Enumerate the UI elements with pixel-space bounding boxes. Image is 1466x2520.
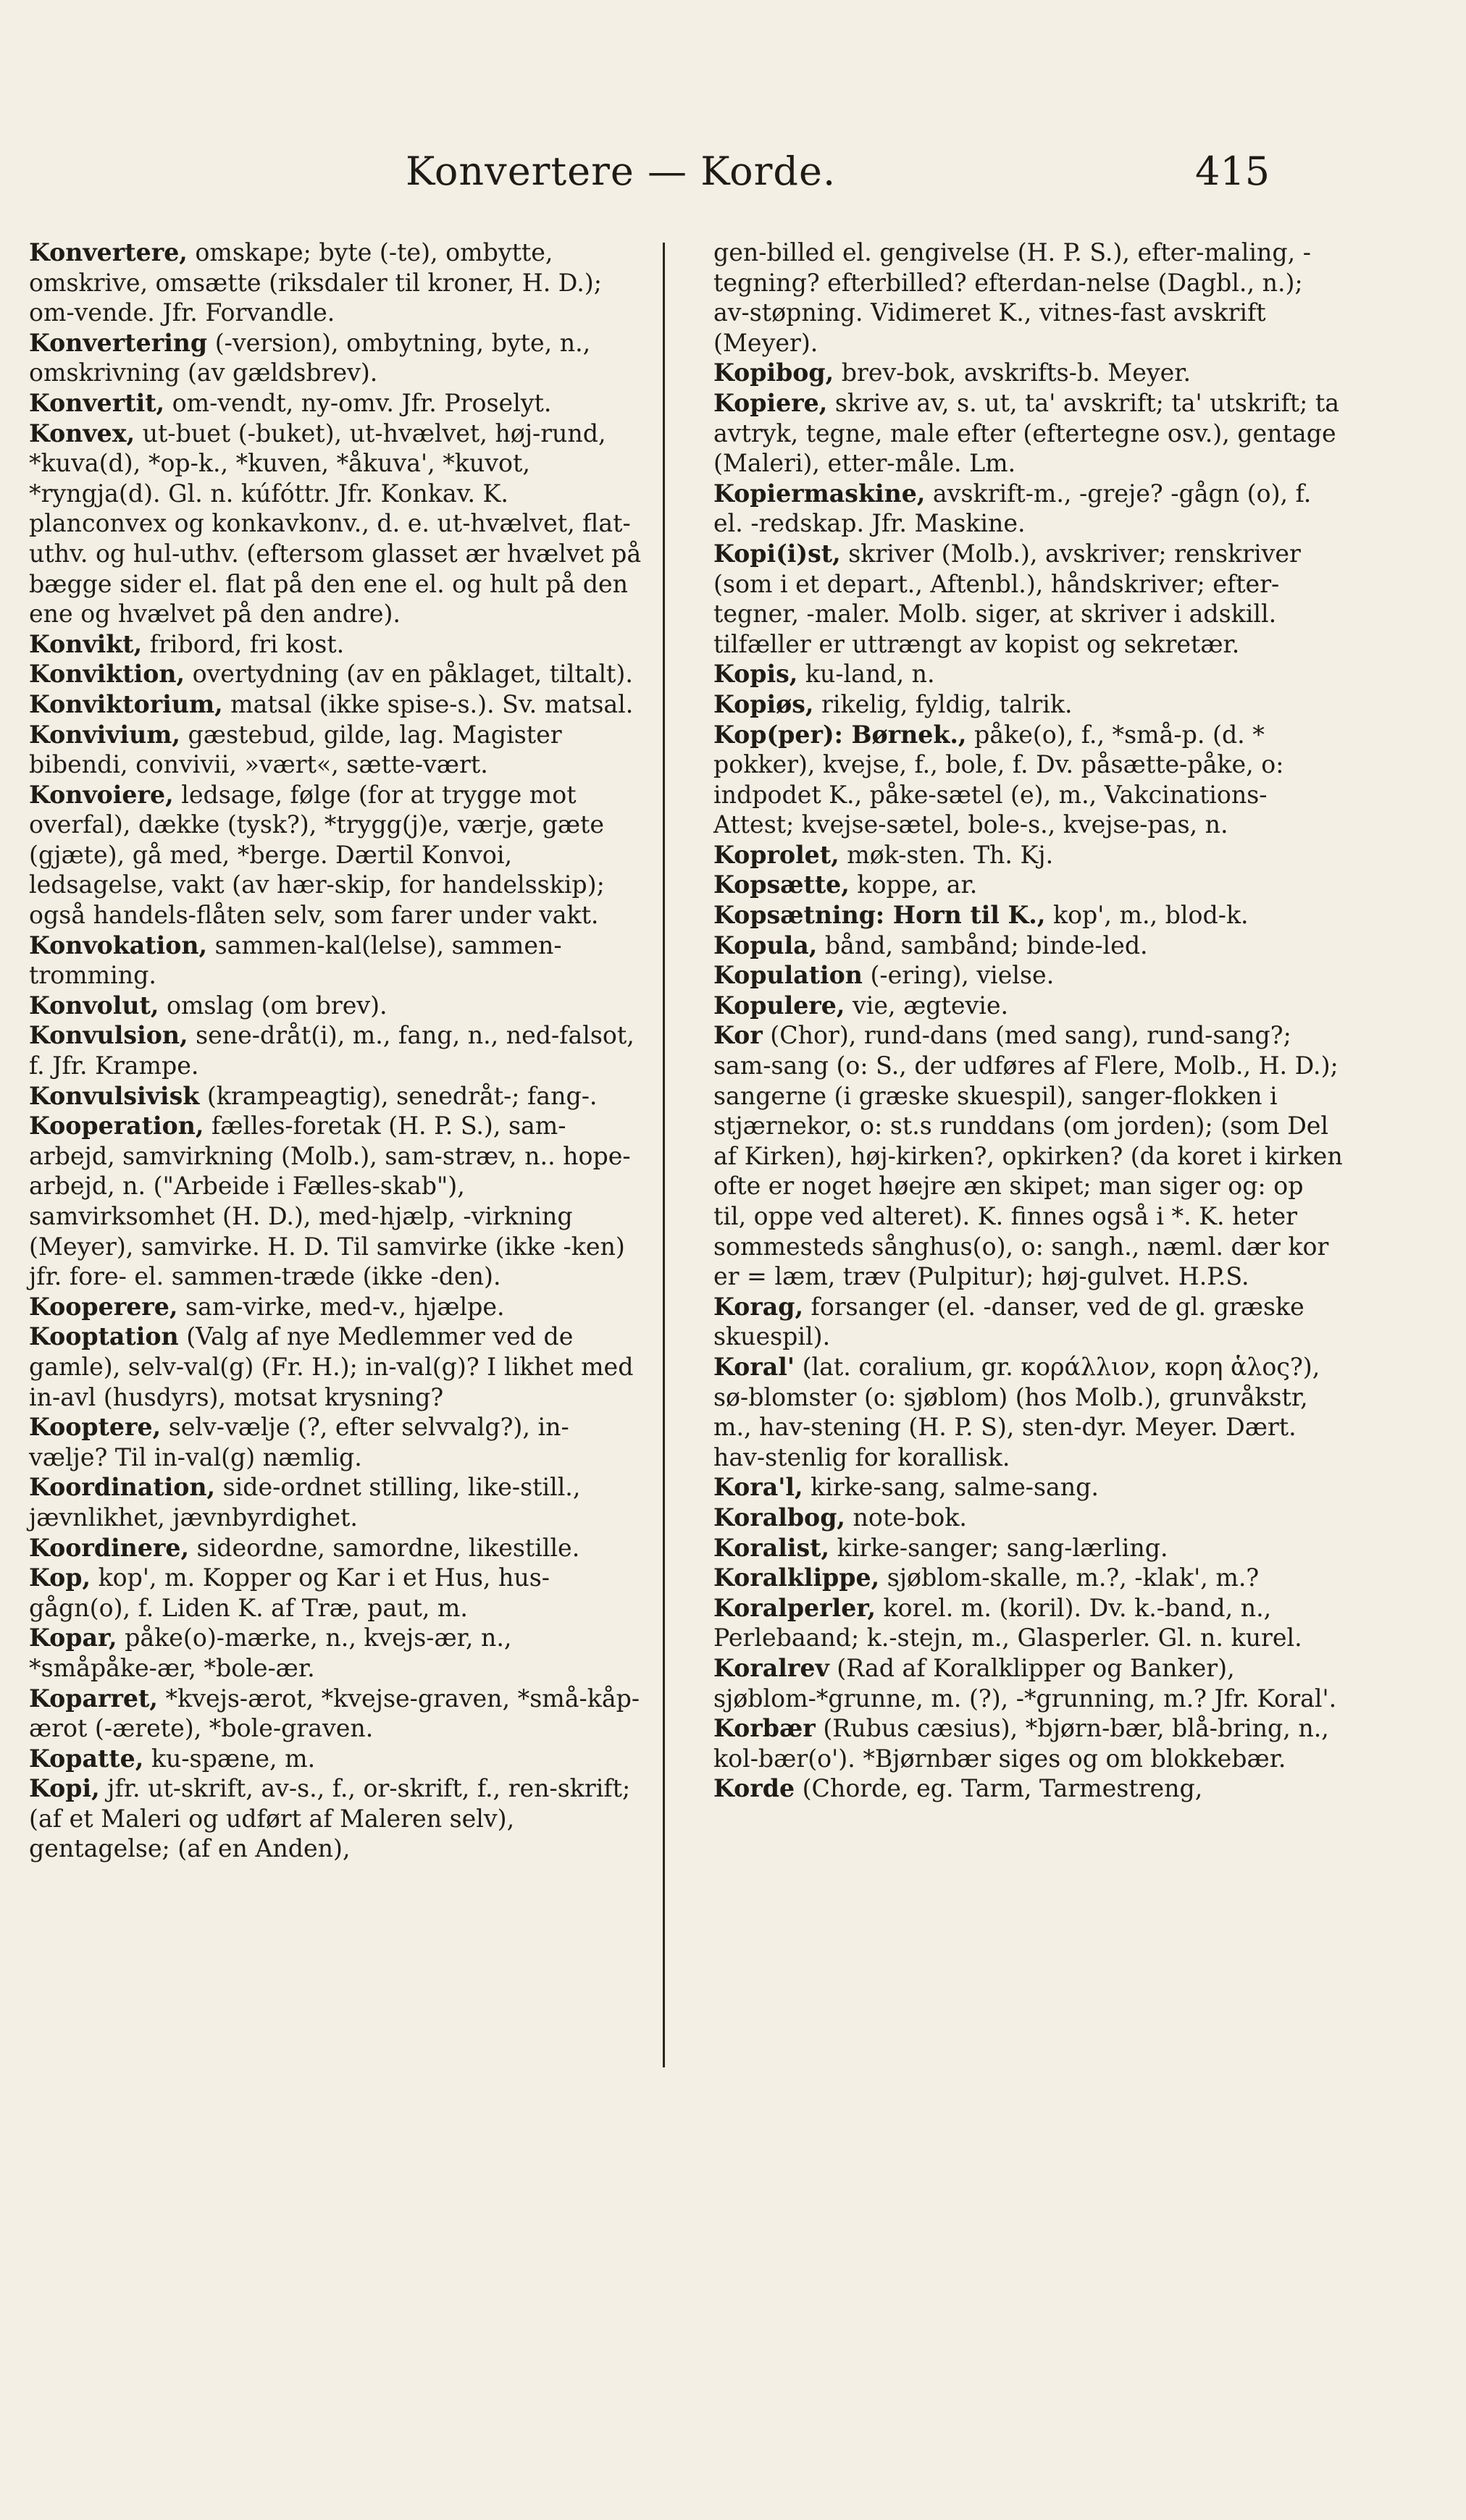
entry-definition: jfr. ut-skrift, av-s., f., or-skrift, f., ren-skrift; (af et Maleri og udført af Maleren selv), gentagelse; (af en Anden), [29,1774,631,1863]
dictionary-entry [29,1412,645,1472]
entry-definition: kop', m., blod-k. [1045,901,1249,930]
entry-definition: (Valg af nye Medlemmer ved de gamle), selv-val(g) (Fr. H.); in-val(g)? I likhet med in-avl (husdyrs), motsat krysning? [29,1322,634,1411]
entry-headword: Kooptere, [29,1413,162,1442]
entry-headword: Konvikt, [29,629,143,658]
entry-headword: Korag, [713,1292,803,1321]
dictionary-entry [29,1322,645,1412]
entry-definition: rikelig, fyldig, talrik. [813,689,1073,718]
entry-definition: (Rad af Koralklipper og Banker), sjøblom-*grunne, m. (?), -*grunning, m.? Jfr. Koral'. [713,1653,1337,1713]
entry-definition: møk-sten. Th. Kj. [839,840,1054,869]
dictionary-entry [713,659,1344,689]
entry-definition: side-ordnet stilling, like-still., jævnlikhet, jævnbyrdighet. [29,1473,581,1532]
entry-definition: sjøblom-skalle, m.?, -klak', m.? [879,1563,1260,1592]
entry-headword: Kopiermaskine, [713,479,926,508]
entry-definition: gen-billed el. gengivelse (H. P. S.), efter-maling, -tegning? efterbilled? efterdan-nelse (Dagbl., n.); av-støpning. Vidimeret K., vitnes-fast avskrift (Meyer). [713,238,1311,357]
dictionary-entry [713,358,1344,388]
entry-headword: Kooperation, [29,1112,204,1141]
entry-definition: ku-spæne, m. [143,1744,316,1773]
dictionary-entry [29,1684,645,1744]
entry-headword: Kopula, [713,931,818,959]
entry-definition: (krampeagtig), senedråt-; fang-. [199,1081,598,1110]
entry-headword: Koordinere, [29,1533,190,1562]
entry-definition: note-bok. [845,1503,967,1532]
dictionary-entry [713,1472,1344,1503]
entry-headword: Konvertere, [29,238,188,266]
column-divider [663,243,665,2067]
dictionary-entry [713,1352,1344,1472]
dictionary-entry [29,1081,645,1112]
entry-headword: Koprolet, [713,840,839,869]
dictionary-entry [29,1744,645,1774]
dictionary-entry [29,1563,645,1623]
entry-definition: (Chorde, eg. Tarm, Tarmestreng, [795,1774,1203,1803]
entry-headword: Konvoiere, [29,780,174,809]
dictionary-entry [713,1533,1344,1563]
page-number: 415 [1195,148,1270,194]
entry-definition: (-version), ombytning, byte, n., omskrivning (av gældsbrev). [29,328,591,387]
entry-definition: kop', m. Kopper og Kar i et Hus, hus-gågn(o), f. Liden K. af Træ, paut, m. [29,1563,550,1622]
entry-definition: sene-dråt(i), m., fang, n., ned-falsot, f. Jfr. Krampe. [29,1021,634,1080]
entry-headword: Korde [713,1774,795,1803]
dictionary-entry [713,720,1344,840]
entry-definition: forsanger (el. -danser, ved de gl. græske skuespil). [713,1292,1304,1351]
entry-headword: Kopibog, [713,358,834,387]
dictionary-entry [29,720,645,780]
dictionary-entry [29,1020,645,1080]
entry-headword: Kooperere, [29,1292,178,1321]
entry-definition: koppe, ar. [849,870,978,899]
entry-headword: Kopatte, [29,1744,144,1773]
dictionary-entry [29,238,645,328]
dictionary-entry [713,1773,1344,1804]
entry-definition: *kvejs-ærot, *kvejse-graven, *små-kåp-ærot (-ærete), *bole-graven. [29,1684,640,1743]
entry-headword: Kop(per): Børnek., [713,720,967,749]
dictionary-entry [713,900,1344,931]
dictionary-entry [29,419,645,629]
page-header [0,148,1466,206]
entry-definition: selv-vælje (?, efter selvvalg?), in-vælje? Til in-val(g) næmlig. [29,1413,569,1471]
entry-definition: sideordne, samordne, likestille. [189,1533,580,1562]
entry-headword: Koral' [713,1352,795,1381]
dictionary-entry [29,1472,645,1532]
dictionary-entry [29,689,645,720]
entry-headword: Konvertering [29,328,208,357]
entry-definition: sammen-kal(lelse), sammen-tromming. [29,931,562,990]
entry-headword: Kop, [29,1563,91,1592]
entry-headword: Koordination, [29,1473,216,1502]
entry-headword: Konvivium, [29,720,180,749]
dictionary-entry [29,780,645,931]
entry-definition: brev-bok, avskrifts-b. Meyer. [834,358,1191,387]
entry-definition: bånd, sambånd; binde-led. [817,931,1148,959]
entry-definition: matsal (ikke spise-s.). Sv. matsal. [222,689,634,718]
entry-headword: Koparret, [29,1684,158,1713]
entry-definition: fribord, fri kost. [142,629,345,658]
entry-headword: Konvex, [29,419,135,448]
entry-definition: skrive av, s. ut, ta' avskrift; ta' utskrift; ta avtryk, tegne, male efter (eftertegne osv.), gentage (Maleri), etter-måle. Lm. [713,388,1339,478]
running-title: Konvertere — Korde. [406,148,837,194]
entry-headword: Konviktion, [29,660,185,689]
dictionary-entry [29,1111,645,1292]
dictionary-entry [713,960,1344,991]
dictionary-entry [713,1503,1344,1533]
dictionary-entry [29,659,645,689]
entry-definition: påke(o)-mærke, n., kvejs-ær, n., *småpåke-ær, *bole-ær. [29,1624,512,1682]
dictionary-entry [713,1292,1344,1352]
entry-headword: Korbær [713,1714,816,1743]
entry-headword: Kor [713,1021,763,1050]
entry-headword: Konvertit, [29,388,165,417]
dictionary-entry [713,1713,1344,1773]
entry-definition: korel. m. (koril). Dv. k.-band, n., Perlebaand; k.-stejn, m., Glasperler. Gl. n. kurel. [713,1593,1302,1652]
entry-headword: Koralklippe, [713,1563,880,1592]
entry-headword: Koralbog, [713,1503,845,1532]
dictionary-entry [713,388,1344,479]
entry-headword: Koralist, [713,1533,830,1562]
entry-definition: om-vendt, ny-omv. Jfr. Proselyt. [164,388,552,417]
dictionary-entry [713,1020,1344,1291]
entry-definition: omslag (om brev). [159,991,388,1020]
entry-headword: Koralrev [713,1653,829,1682]
entry-headword: Koralperler, [713,1593,876,1622]
dictionary-entry [713,689,1344,720]
dictionary-entry [29,931,645,991]
entry-definition: (Chor), rund-dans (med sang), rund-sang?; sam-sang (o: S., der udføres af Flere, Molb., H. D.); sangerne (i græske skuespil), sanger-flokken i stjærnekor, o: st.s runddans (om jorden); (som Del af Kirken), høj-kirken?, opkirken? (da koret i kirken ofte er noget høejre æn skipet; man siger og: op til, oppe ved alteret). K. finnes også i *. K. heter sommesteds sånghus(o), o: sangh., næml. dær kor er = læm, træv (Pulpitur); høj-gulvet. H.P.S. [713,1021,1343,1291]
dictionary-entry [29,1292,645,1322]
dictionary-entry [29,388,645,419]
entry-definition: vie, ægtevie. [845,991,1009,1020]
dictionary-entry [29,328,645,388]
entry-definition: påke(o), f., *små-p. (d. * pokker), kvejse, f., bole, f. Dv. påsætte-påke, o: indpodet K., påke-sætel (e), m., Vakcinations-Attest; kvejse-sætel, bole-s., kvejse-pas, n. [713,720,1284,839]
entry-headword: Kooptation [29,1322,179,1351]
entry-headword: Kopar, [29,1624,117,1652]
left-column [29,238,645,1864]
entry-definition: ut-buet (-buket), ut-hvælvet, høj-rund, *kuva(d), *op-k., *kuven, *åkuva', *kuvot, *ryngja(d). Gl. n. kúfóttr. Jfr. Konkav. K. planconvex og konkavkonv., d. e. ut-hvælvet, flat-uthv. og hul-uthv. (eftersom glasset ær hvælvet på bægge sider el. flat på den ene el. og hult på den ene og hvælvet på den andre). [29,419,642,629]
entry-definition: (Rubus cæsius), *bjørn-bær, blå-bring, n., kol-bær(o'). *Bjørnbær siges og om blokkebær. [713,1714,1329,1773]
dictionary-entry [29,1533,645,1563]
entry-definition: gæstebud, gilde, lag. Magister bibendi, convivii, »vært«, sætte-vært. [29,720,562,779]
entry-headword: Kopsætte, [713,870,850,899]
entry-headword: Kopis, [713,660,798,689]
dictionary-entry [713,870,1344,900]
entry-definition: kirke-sanger; sang-lærling. [829,1533,1168,1562]
dictionary-entry [713,238,1344,358]
entry-definition: sam-virke, med-v., hjælpe. [177,1292,505,1321]
dictionary-entry [713,840,1344,870]
dictionary-entry [713,479,1344,539]
dictionary-entry [29,991,645,1021]
entry-definition: ledsage, følge (for at trygge mot overfal), dække (tysk?), *trygg(j)e, værje, gæte (gjæte), gå med, *berge. Dærtil Konvoi, ledsagelse, vakt (av hær-skip, for handelsskip); også handels-flåten selv, som farer under vakt. [29,780,605,930]
dictionary-entry [713,1593,1344,1653]
dictionary-entry [713,1563,1344,1593]
dictionary-entry [29,1773,645,1864]
entry-definition: omskape; byte (-te), ombytte, omskrive, omsætte (riksdaler til kroner, H. D.); om-vende. Jfr. Forvandle. [29,238,602,327]
entry-definition: avskrift-m., -greje? -gågn (o), f. el. -redskap. Jfr. Maskine. [713,479,1312,538]
dictionary-entry [713,991,1344,1021]
entry-headword: Kopiere, [713,388,828,417]
entry-headword: Kopsætning: Horn til K., [713,901,1046,930]
entry-headword: Kopi(i)st, [713,539,841,568]
dictionary-entry [713,539,1344,659]
dictionary-entry [29,1623,645,1683]
entry-definition: (lat. coralium, gr. κοράλλιον, κορη ἁλος?), sø-blomster (o: sjøblom) (hos Molb.), grunvåkstr, m., hav-stening (H. P. S), sten-dyr. Meyer. Dært. hav-stenlig for korallisk. [713,1352,1320,1471]
entry-headword: Konviktorium, [29,689,223,718]
entry-definition: overtydning (av en påklaget, tiltalt). [185,660,633,689]
entry-headword: Konvulsivisk [29,1081,200,1110]
entry-headword: Kora'l, [713,1473,803,1502]
entry-headword: Kopulere, [713,991,845,1020]
dictionary-entry [29,629,645,660]
entry-definition: skriver (Molb.), avskriver; renskriver (som i et depart., Aftenbl.), håndskriver; efter-tegner, -maler. Molb. siger, at skriver i adskill. tilfæller er uttrængt av kopist og sekretær. [713,539,1301,658]
entry-headword: Konvolut, [29,991,159,1020]
entry-definition: (-ering), vielse. [862,961,1055,990]
entry-headword: Kopi, [29,1774,100,1803]
entry-headword: Kopulation [713,961,863,990]
entry-headword: Konvokation, [29,931,208,959]
dictionary-entry [713,1653,1344,1713]
entry-headword: Konvulsion, [29,1021,188,1050]
entry-headword: Kopiøs, [713,689,814,718]
entry-definition: kirke-sang, salme-sang. [803,1473,1099,1502]
dictionary-entry [713,931,1344,961]
entry-definition: fælles-foretak (H. P. S.), sam-arbejd, samvirkning (Molb.), sam-stræv, n.. hope-arbejd, n. ("Arbeide i Fælles-skab"), samvirksomhet (H. D.), med-hjælp, -virkning (Meyer), samvirke. H. D. Til samvirke (ikke -ken) jfr. fore- el. sammen-træde (ikke -den). [29,1112,631,1291]
entry-definition: ku-land, n. [797,660,935,689]
right-column [713,238,1344,1804]
